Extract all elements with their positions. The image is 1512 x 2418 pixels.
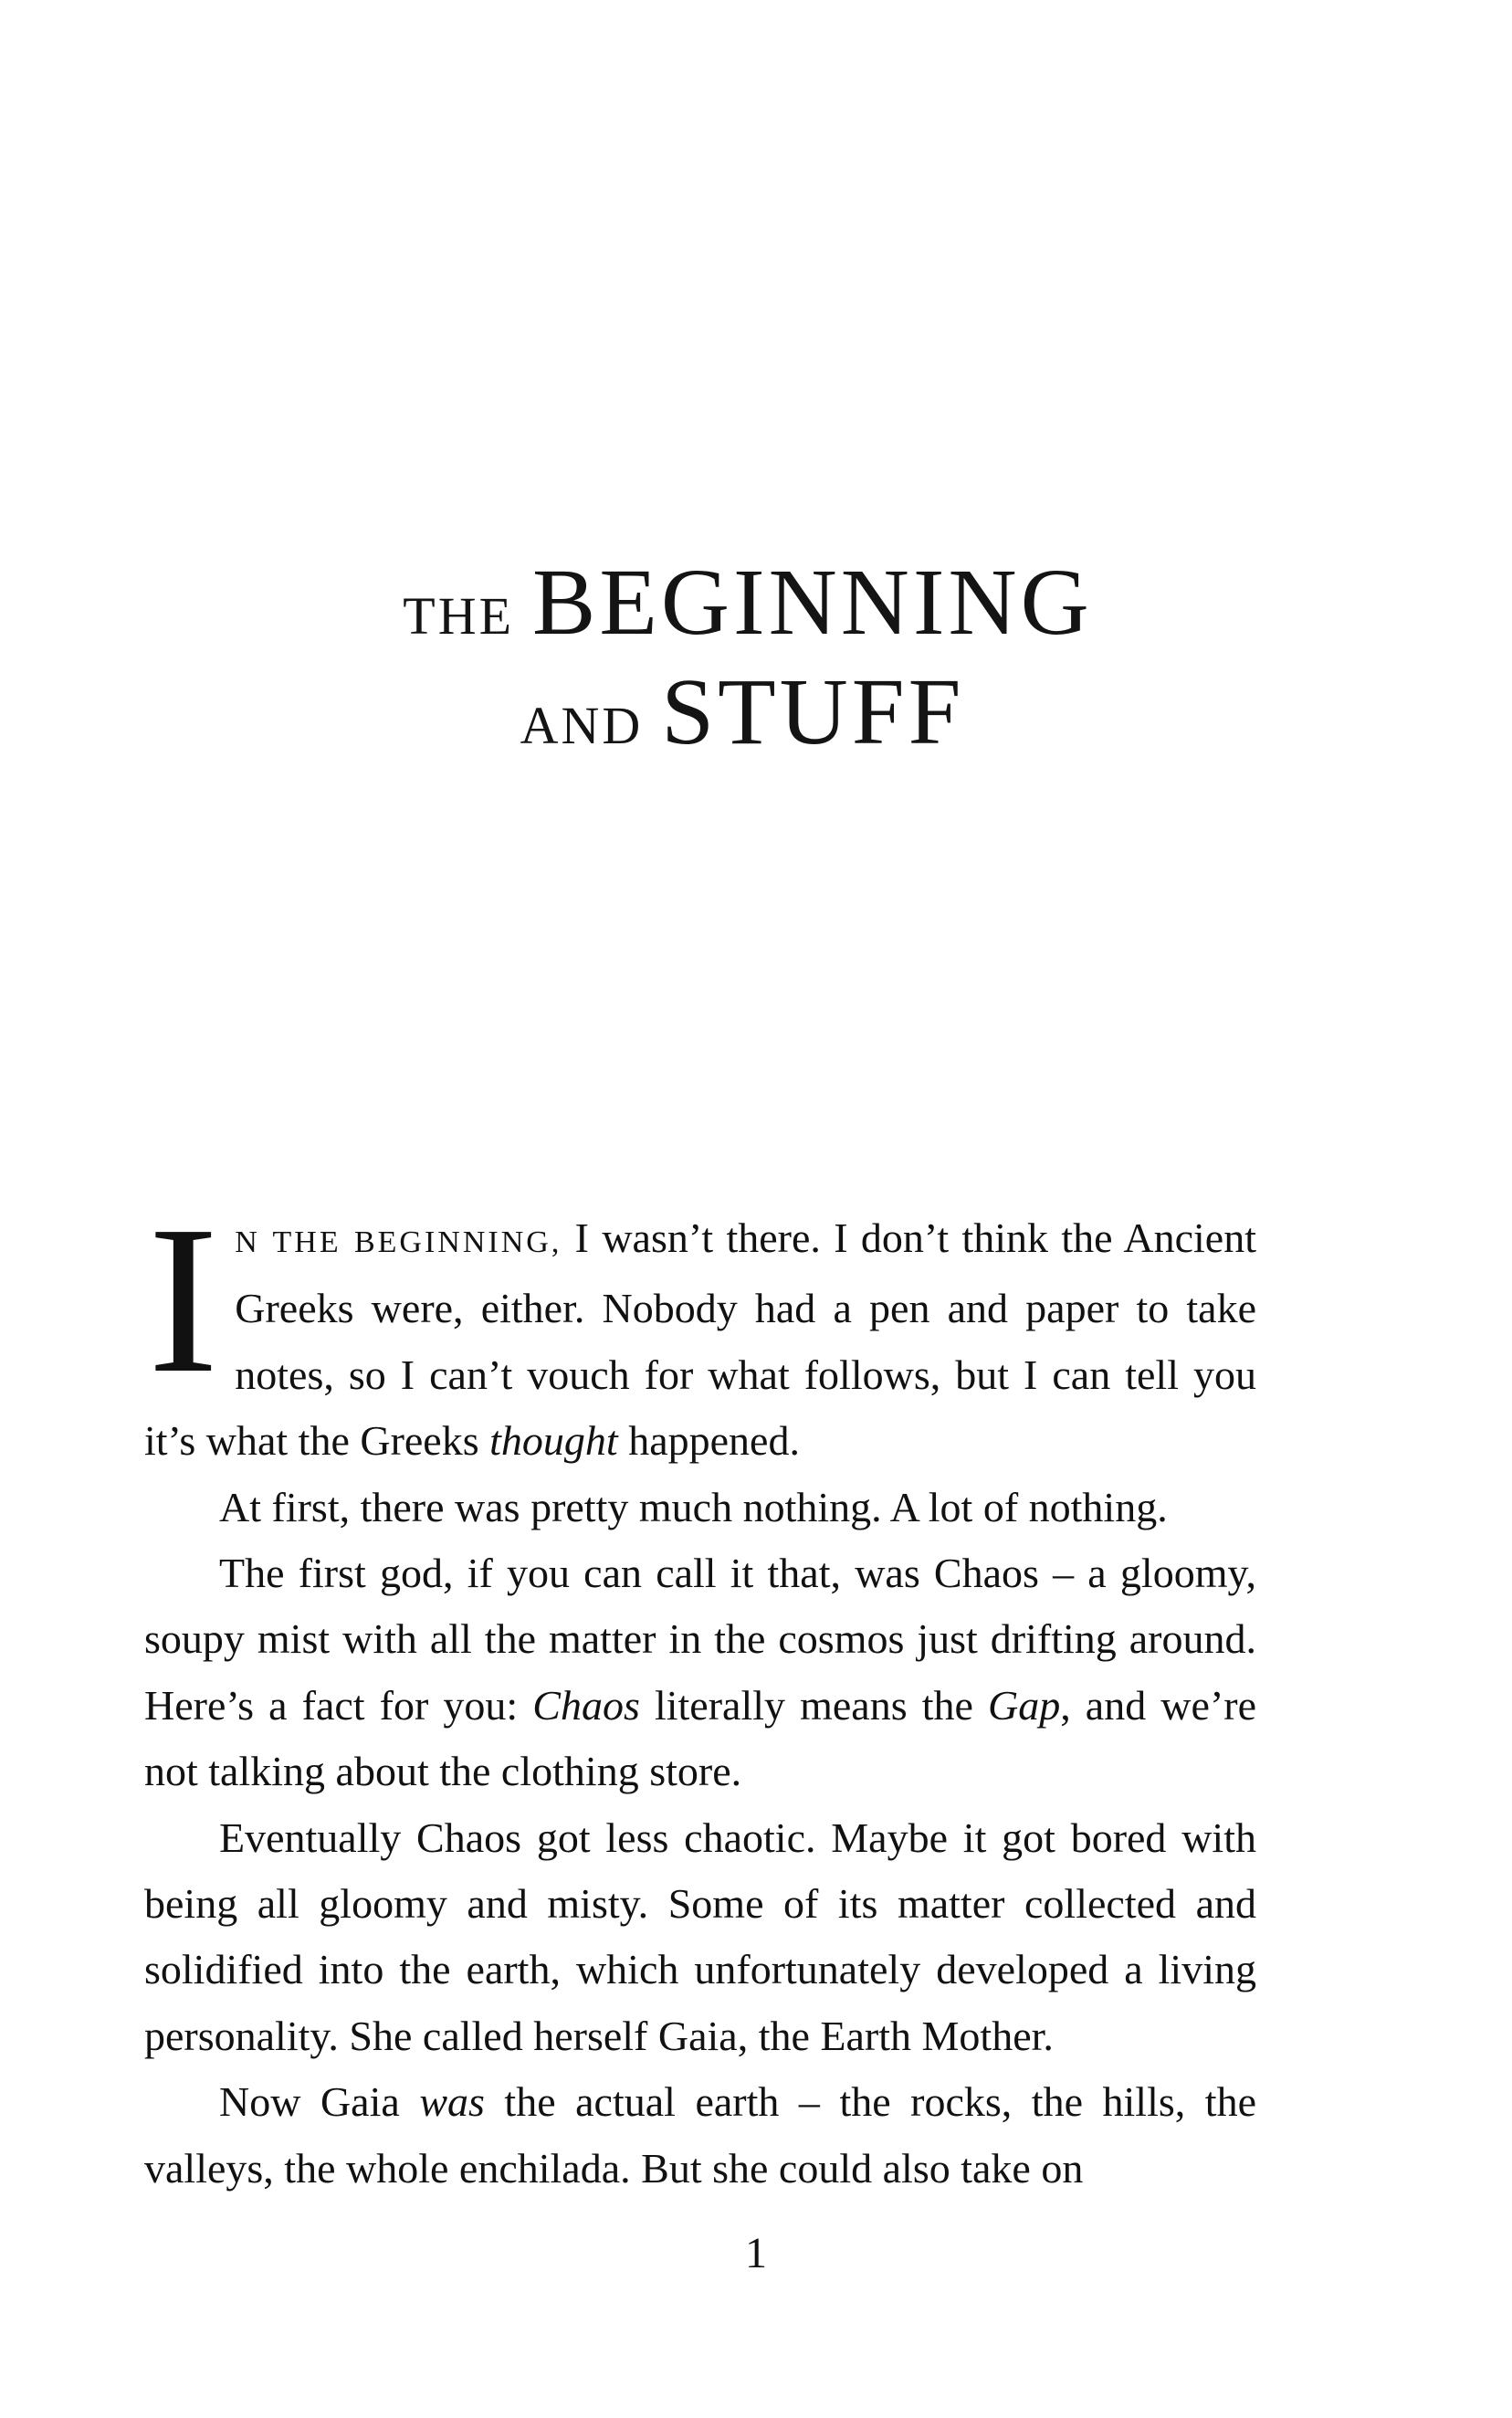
paragraph-3	[144, 1540, 1256, 1805]
page-number: 1	[745, 2229, 767, 2277]
chapter-title-word-beginning: BEGINNING	[532, 550, 1093, 655]
paragraph-4: Eventually Chaos got less chaotic. Maybe it got bored with being all gloomy and misty. Some of its matter collected and solidified into the earth, which unfortunately developed a living personality. She called herself Gaia, the Earth Mother.	[144, 1814, 1256, 2059]
chapter-title-word-and: AND	[520, 696, 644, 755]
paragraph-5-text-a: Now Gaia	[219, 2078, 420, 2126]
drop-cap: I	[148, 1183, 219, 1417]
paragraph-3-emphasis-gap: Gap	[987, 1681, 1061, 1729]
lead-in-small-caps: N THE BEGINNING,	[235, 1225, 562, 1259]
paragraph-3-text-c: , and we’re not talking about the clothing store.	[144, 1681, 1256, 1795]
chapter-title-word-stuff: STUFF	[661, 659, 965, 764]
paragraph-5-text-b: the actual earth – the rocks, the hills, the valleys, the whole enchilada. But she could also take on	[144, 2078, 1256, 2192]
paragraph-3-text-a: The first god, if you can call it that, was Chaos – a gloomy, soupy mist with all the matter in the cosmos just drifting around. Here’s a fact for you:	[144, 1550, 1256, 1729]
chapter-body-text	[144, 1183, 1256, 2202]
paragraph-1-emphasis: thought	[489, 1417, 618, 1465]
paragraph-5	[144, 2069, 1256, 2202]
paragraph-3-text-b: literally means the	[639, 1681, 988, 1729]
paragraph-5-emphasis: was	[419, 2078, 485, 2126]
paragraph-2: At first, there was pretty much nothing. A lot of nothing.	[219, 1483, 1168, 1530]
paragraph-1	[144, 1183, 1256, 1475]
chapter-title-word-the: THE	[403, 586, 515, 646]
chapter-title-line-2	[0, 657, 1512, 766]
chapter-title-line-1	[0, 548, 1512, 657]
paragraph-1-end: happened.	[617, 1417, 800, 1465]
paragraph-3-emphasis-chaos: Chaos	[532, 1681, 640, 1729]
paragraph-1-text: I wasn’t there. I don’t think the Ancient Greeks were, either. Nobody had a pen and paper to take notes, so I can’t vouch for what follows, but I can tell you it’s what the Greeks	[144, 1214, 1256, 1465]
